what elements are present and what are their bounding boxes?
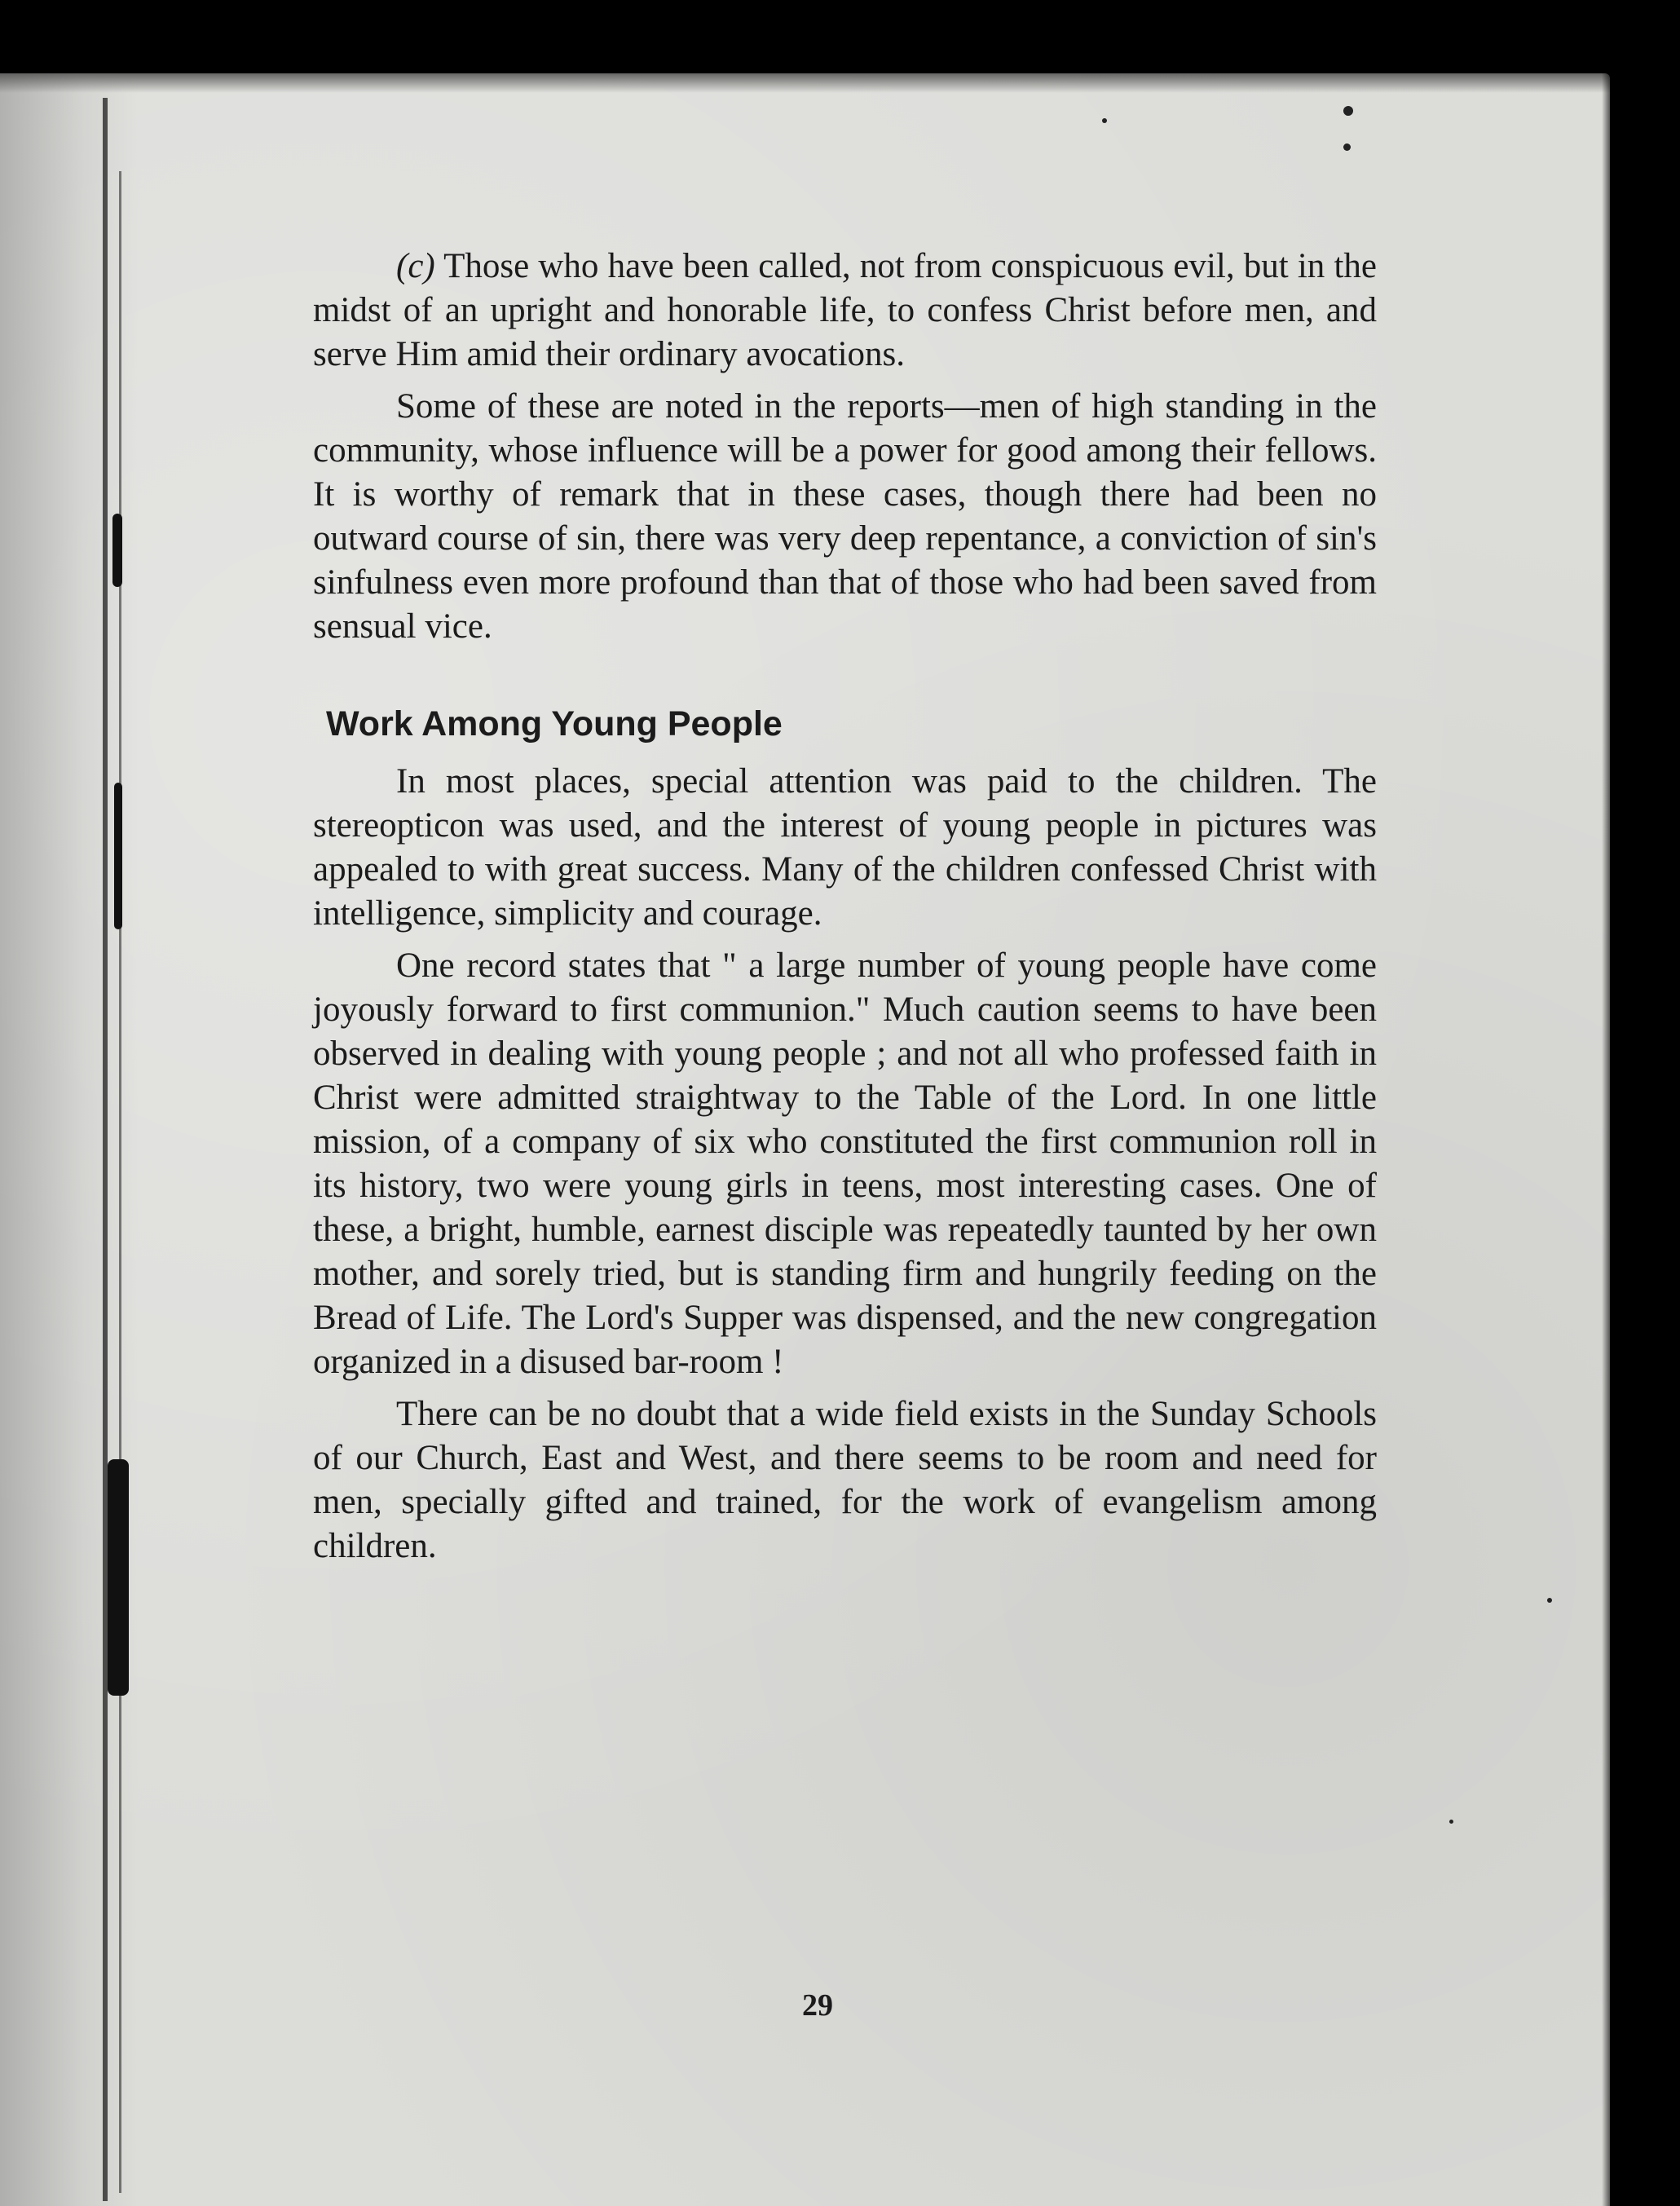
binding-stain (114, 783, 122, 929)
binding-edge-line (103, 98, 108, 2201)
page-speck (1547, 1598, 1552, 1603)
paragraph-c (313, 245, 1377, 377)
binding-edge-line-inner (119, 171, 121, 2193)
paragraph-one-record: One record states that " a large number of young people have come joyously forward to first communion." Much caution seems to have been observed in dealing with young people ; and not all who professed faith in Christ were admitted straightway to the Table of the Lord. In one little mission, of a company of six who constituted the first communion roll in its history, two were young girls in teens, most interesting cases. One of these, a bright, humble, earnest disciple was repeatedly taunted by her own mother, and sorely tried, but is standing firm and hungrily feeding on the Bread of Life. The Lord's Supper was dispensed, and the new congregation organized in a disused bar-room ! (313, 946, 1377, 1381)
paragraph-no-doubt: There can be no doubt that a wide field exists in the Sunday Schools of our Church, East and West, and there seems to be room and need for men, specially gifted and trained, for the work of evangelism among children. (313, 1395, 1377, 1565)
paragraph-some-of-these: Some of these are noted in the reports—men of high standing in the community, whose influence will be a power for good among their fellows. It is worthy of remark that in these cases, though there had been no outward course of sin, there was very deep repentance, a conviction of sin's sinfulness even more profound than that of those who had been saved from sensual vice. (313, 387, 1377, 646)
binding-gutter-shadow (0, 73, 139, 2206)
page-speck (1343, 143, 1351, 151)
book-page (0, 73, 1610, 2206)
binding-stain (112, 514, 122, 587)
page-number: 29 (802, 1988, 833, 2023)
paragraph-c-prefix: (c) (396, 247, 435, 285)
paragraph-most-places: In most places, special attention was paid to the children. The stereopticon was used, and the interest of young people in pictures was appealed to with great success. Many of the children confessed Christ with intelligence, simplicity and courage. (313, 762, 1377, 933)
page-right-shadow (1602, 73, 1610, 2206)
page-top-shadow (0, 73, 1610, 93)
paragraph-c-text: Those who have been called, not from conspicuous evil, but in the midst of an upright and honorable life, to confess Christ before men, and serve Him amid their ordinary avocations. (313, 247, 1377, 373)
page-speck (1102, 118, 1107, 123)
page-text-body (313, 245, 1377, 1568)
page-speck (1343, 106, 1353, 116)
binding-stain (108, 1459, 129, 1696)
section-heading: Work Among Young People (326, 704, 783, 743)
page-speck (1449, 1820, 1453, 1824)
